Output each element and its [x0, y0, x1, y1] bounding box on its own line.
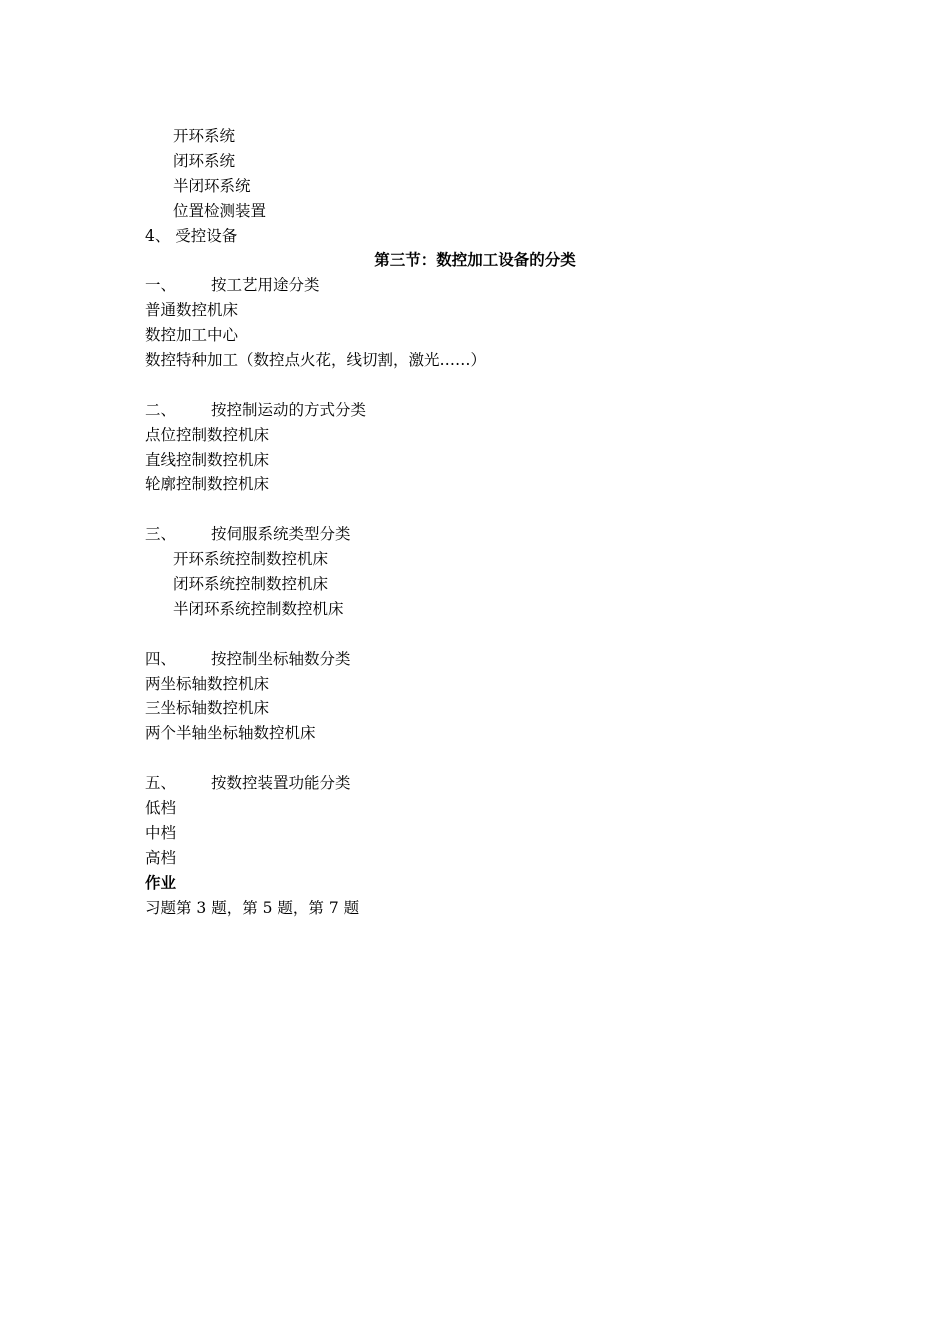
- group-heading-text: 按工艺用途分类: [211, 276, 320, 295]
- list-item: 开环系统: [173, 127, 236, 145]
- group-number: 五、: [145, 774, 177, 793]
- list-item: 闭环系统: [173, 151, 236, 170]
- list-item: 开环系统控制数控机床: [173, 550, 329, 569]
- list-item: 低档: [145, 799, 177, 818]
- group-heading-text: 按控制运动的方式分类: [211, 400, 367, 419]
- group-number: 一、: [145, 276, 177, 295]
- spacer: [145, 746, 805, 771]
- list-item: 普通数控机床: [145, 301, 239, 320]
- list-item: 三坐标轴数控机床: [145, 699, 270, 718]
- list-item: 两个半轴坐标轴数控机床: [145, 724, 316, 743]
- list-item: 半闭环系统: [173, 176, 251, 195]
- list-item: 数控加工中心: [145, 326, 239, 345]
- group-number: 二、: [145, 400, 177, 419]
- group-heading-2: [145, 398, 805, 423]
- spacer: [145, 497, 805, 522]
- homework-title: 作业: [145, 873, 177, 892]
- group-heading-4: [145, 647, 805, 672]
- group-number: 四、: [145, 649, 177, 668]
- list-item: 位置检测装置: [173, 201, 267, 220]
- group-number: 三、: [145, 525, 177, 544]
- group-heading-text: 按伺服系统类型分类: [211, 525, 351, 544]
- list-item: 中档: [145, 823, 177, 842]
- section-title: 第三节：数控加工设备的分类: [374, 251, 576, 270]
- list-item: 直线控制数控机床: [145, 450, 270, 469]
- group-heading-5: [145, 771, 805, 796]
- list-item: 半闭环系统控制数控机床: [173, 599, 344, 618]
- group-heading-3: [145, 522, 805, 547]
- list-item: 闭环系统控制数控机床: [173, 575, 329, 594]
- list-item: 两坐标轴数控机床: [145, 674, 270, 693]
- spacer: [145, 622, 805, 647]
- group-heading-text: 按数控装置功能分类: [211, 774, 351, 793]
- list-item: 数控特种加工（数控点火花，线切割，激光……）: [145, 351, 487, 370]
- spacer: [145, 373, 805, 398]
- list-item: 高档: [145, 848, 177, 867]
- group-heading-1: [145, 273, 805, 298]
- group-heading-text: 按控制坐标轴数分类: [211, 649, 351, 668]
- list-item: 点位控制数控机床: [145, 425, 270, 444]
- document-content: [145, 124, 805, 921]
- homework-text: 习题第 3 题，第 5 题，第 7 题: [145, 898, 360, 917]
- list-item: 轮廓控制数控机床: [145, 475, 270, 494]
- numbered-item: 4、 受控设备: [145, 226, 238, 245]
